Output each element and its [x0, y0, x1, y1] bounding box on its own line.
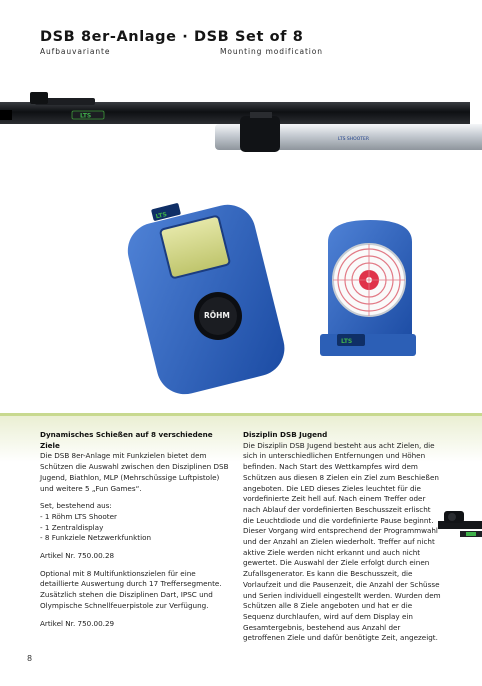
rifle-label: LTS SHOOTER	[338, 137, 369, 142]
left-intro: Die DSB 8er-Anlage mit Funkzielen bietet dem Schützen die Auswahl zwischen den Disziplinen DSB Jugend, Biathlon, MLP (Mehrschüssige Luftpistole) und weitere 5 „Fun Games“.	[40, 451, 229, 493]
right-heading: Disziplin DSB Jugend	[243, 430, 328, 439]
subtitle-english: Mounting modification	[220, 47, 323, 56]
set-item: - 1 Röhm LTS Shooter	[40, 511, 118, 521]
left-heading: Dynamisches Schießen auf 8 verschiedene Ziele	[40, 430, 213, 450]
panel-divider	[0, 413, 482, 416]
article-number-2: Artikel Nr. 750.00.29	[40, 618, 115, 628]
set-label: Set, bestehend aus:	[40, 501, 112, 511]
target-logo: LTS	[341, 338, 353, 345]
rifle-barrel	[0, 92, 470, 124]
controller-device	[122, 199, 290, 400]
product-photo	[0, 72, 482, 412]
page-title: DSB 8er-Anlage · DSB Set of 8	[40, 29, 304, 45]
optional-text: Optional mit 8 Multifunktionszielen für eine detaillierte Auswertung durch 17 Treffersegmente. Zusätzlich stehen die Disziplinen Dart, IPSC und Olympische Schnellfeuerpistole zur Verfügung.	[40, 568, 222, 610]
set-item: - 1 Zentraldisplay	[40, 522, 104, 532]
left-column	[40, 430, 230, 629]
page-number: 8	[27, 654, 33, 663]
controller-button-label: RÖHM	[204, 311, 230, 320]
subtitle-german: Aufbauvariante	[40, 47, 111, 56]
set-item: - 8 Funkziele Netzwerkfunktion	[40, 533, 152, 543]
right-body: Die Disziplin DSB Jugend besteht aus acht Zielen, die sich in unterschiedlichen Entfernungen und Höhen befinden. Nach Start des Wettkampfes wird dem Schützen aus diesen 8 Zielen ein Ziel zum Beschießen angeboten. Die LED dieses Zieles leuchtet für die vordefinierte Zeit hell auf. Nach einem Treffer oder nach Ablauf der vordefinierten Beschusszeit erlischt die Leuchtdiode und die vordefinierte Pause beginnt. Dieser Vorgang wird entsprechend der Programmwahl und der Anzahl an Zielen wiederholt. Treffer auf nicht aktive Ziele werden nicht erkannt und auch nicht gewertet. Die Auswahl der Ziele erfolgt durch einen Zufallsgenerator. Es kann die Beschusszeit, die Vorlaufzeit und die Pausenzeit, die Anzahl der Schüsse und Serien individuell eingestellt werden. Wurden dem Schützen alle 8 Ziele angeboten und hat er die Sequenz durchlaufen, wird auf dem Display ein Gesamtergebnis, bestehend aus Anzahl der getroffenen Ziele und dafür benötigte Zeit, angezeigt.	[243, 440, 441, 643]
target-device	[320, 220, 416, 356]
right-column	[243, 430, 443, 644]
controller-logo: LTS	[155, 210, 168, 221]
rifle-logo: LTS	[80, 112, 92, 120]
article-number-1: Artikel Nr. 750.00.28	[40, 551, 115, 561]
